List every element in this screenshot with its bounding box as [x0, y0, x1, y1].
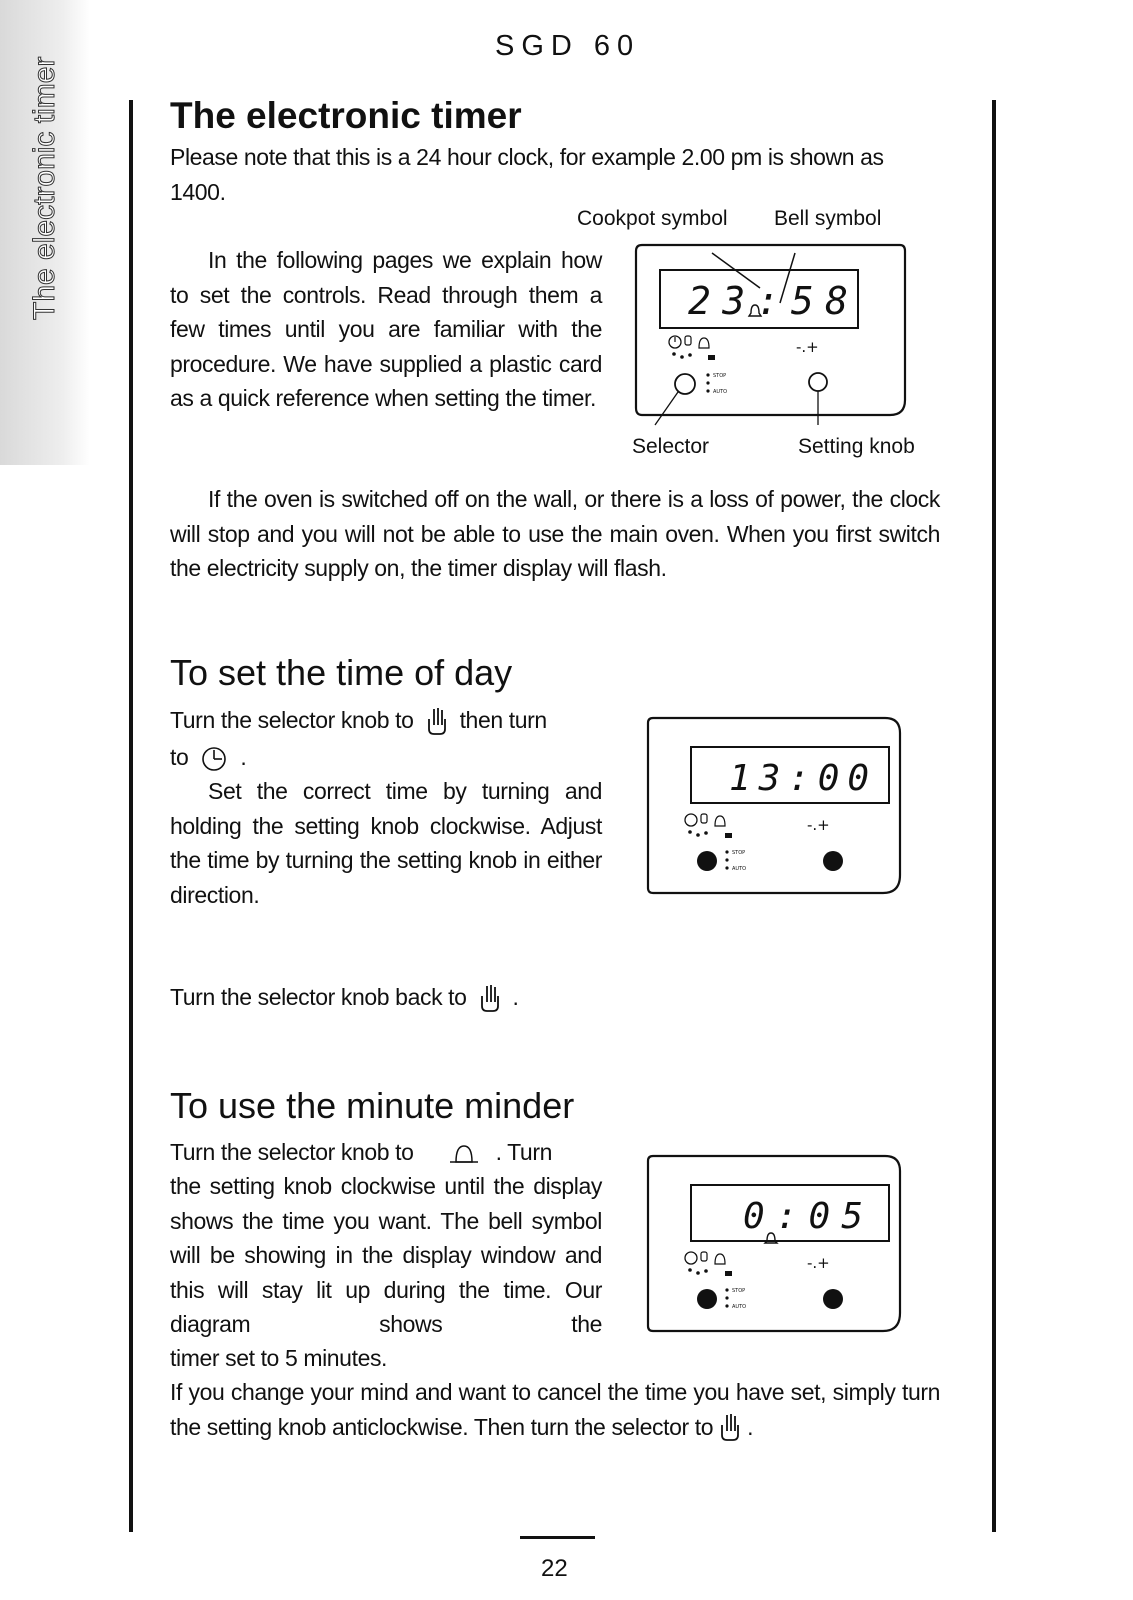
selector-knob: [697, 1289, 717, 1309]
time-of-day-line1: [170, 703, 602, 738]
side-tab: [0, 0, 90, 465]
selector-knob: [675, 374, 695, 394]
time-of-day-line2-a: to: [170, 744, 189, 770]
selector-markers: [706, 373, 727, 395]
bell-icon: [444, 1140, 484, 1168]
time-of-day-line2: [170, 740, 246, 775]
selector-pointer: [655, 392, 678, 425]
hand-icon: [701, 1252, 707, 1261]
mode-icons: [685, 1252, 732, 1276]
setting-knob: [823, 851, 843, 871]
bell-label: Bell symbol: [774, 207, 882, 230]
stop-mark: STOP: [732, 850, 746, 856]
bell-icon-small: [715, 1254, 725, 1264]
time-of-day-back-a: Turn the selector knob back to: [170, 984, 467, 1010]
hand-icon: [426, 707, 448, 737]
display-time: 23:58: [688, 279, 848, 323]
time-of-day-line2-b: .: [240, 744, 247, 770]
display-time: 13:00: [729, 758, 869, 799]
minus-plus-mark: -.+: [796, 338, 819, 356]
right-rule: [992, 100, 996, 1532]
selector-markers: [725, 850, 746, 872]
left-rule: [129, 100, 133, 1532]
time-of-day-back-b: .: [512, 984, 519, 1010]
minus-plus-mark: -.+: [807, 816, 830, 834]
timer-panel-3: [645, 1153, 915, 1353]
timer-panel-1: [600, 225, 920, 435]
time-of-day-line1-b: then turn: [459, 707, 547, 733]
bell-icon-small: [715, 816, 725, 826]
clock-icon: [685, 814, 697, 826]
setting-knob-label: Setting knob: [798, 435, 915, 458]
time-of-day-back-line: [170, 980, 519, 1015]
selector-label: Selector: [632, 435, 710, 458]
mode-icons: [685, 814, 732, 838]
setting-knob: [809, 373, 827, 391]
stop-mark: STOP: [713, 373, 727, 379]
setting-knob: [823, 1289, 843, 1309]
minute-minder-paragraph: the setting knob clockwise until the display shows the time you want. The bell symbol will be showing in the display window and this will stay lit up during the time. Our diagram shows the: [170, 1173, 602, 1337]
minus-plus-mark: -.+: [807, 1254, 830, 1272]
model-header: SGD 60: [495, 30, 641, 62]
auto-mark: AUTO: [732, 1304, 747, 1310]
auto-mark: AUTO: [713, 389, 728, 395]
page-title: The electronic timer: [170, 95, 522, 136]
cancel-paragraph: [170, 1375, 940, 1444]
cookpot-icon-small: [725, 833, 732, 838]
power-note: If the oven is switched off on the wall, or there is a loss of power, the clock will stop and you will not be able to use the main oven. When you first switch the electricity supply on, the timer display will flash.: [170, 486, 940, 581]
display-time: 0:05: [743, 1196, 863, 1237]
hand-icon: [719, 1413, 741, 1443]
panel-frame: [648, 718, 900, 893]
clock-note: Please note that this is a 24 hour clock, for example 2.00 pm is shown as 1400.: [170, 144, 884, 205]
minute-minder-last-line: timer set to 5 minutes.: [170, 1345, 388, 1371]
minute-minder-line1: [170, 1135, 552, 1170]
bell-icon-small: [699, 338, 709, 348]
stop-mark: STOP: [732, 1288, 746, 1294]
selector-markers: [725, 1288, 746, 1310]
cancel-text: If you change your mind and want to cancel the time you have set, simply turn the setting knob anticlockwise. Then turn the selector to: [170, 1379, 940, 1440]
page-number-rule: [520, 1536, 595, 1539]
time-of-day-paragraph: Set the correct time by turning and holding the setting knob clockwise. Adjust the time by turning the setting knob in either direction.: [170, 778, 602, 908]
mode-icons: [669, 336, 715, 360]
selector-knob: [697, 851, 717, 871]
cookpot-icon-small: [708, 355, 715, 360]
minute-minder-title: To use the minute minder: [170, 1085, 575, 1126]
timer-panel-2: [645, 715, 915, 915]
side-tab-text: The electronic timer: [28, 56, 61, 320]
minute-minder-line1-a: Turn the selector knob to: [170, 1139, 414, 1165]
page-number: 22: [541, 1555, 568, 1582]
clock-icon: [685, 1252, 697, 1264]
intro-paragraph: In the following pages we explain how to set the controls. Read through them a few times until you are familiar with the procedure. We have supplied a plastic card as a quick reference when setting the timer.: [170, 247, 602, 411]
hand-icon: [479, 984, 501, 1014]
auto-mark: AUTO: [732, 866, 747, 872]
cookpot-label: Cookpot symbol: [577, 207, 728, 230]
hand-icon: [685, 336, 691, 345]
hand-icon: [701, 814, 707, 823]
cancel-end: .: [747, 1413, 754, 1440]
time-of-day-line1-a: Turn the selector knob to: [170, 707, 414, 733]
time-of-day-title: To set the time of day: [170, 652, 513, 693]
clock-icon: [200, 745, 228, 773]
minute-minder-line1-b: . Turn: [495, 1139, 552, 1165]
cookpot-icon-small: [725, 1271, 732, 1276]
